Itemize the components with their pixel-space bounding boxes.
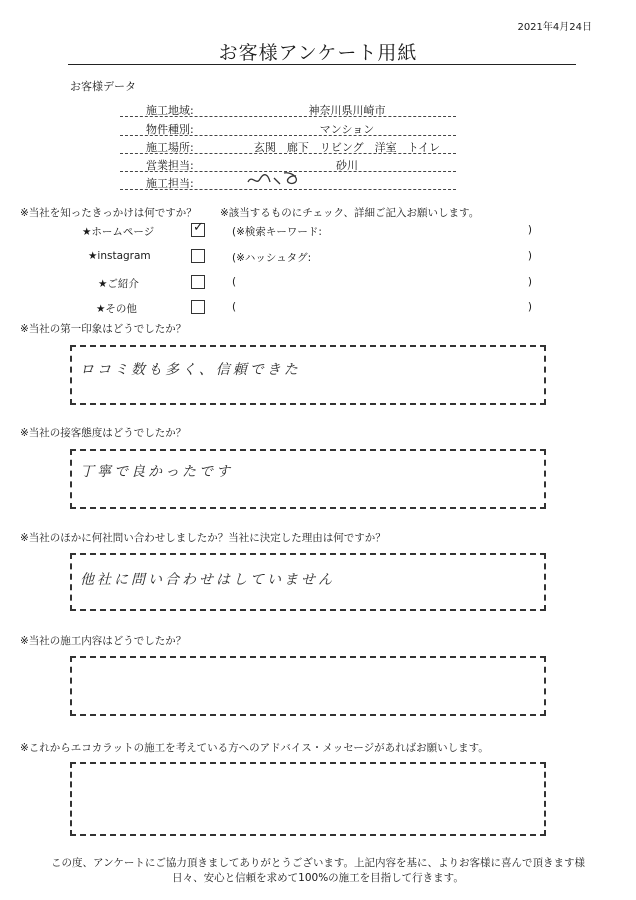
q3-handwritten-answer: 丁寧で良かったです [80,464,233,480]
title-underline [68,64,576,65]
info-label: 施工場所: [146,141,194,154]
q4-question: ※当社のほかに何社問い合わせしましたか？当社に決定した理由は何ですか？ [20,532,386,544]
info-divider [120,153,456,154]
q1-question: ※当社を知ったきっかけは何ですか？ [20,207,197,219]
option-homepage-label: ★ホームページ [82,226,155,238]
checkmark-icon: ✓ [193,220,204,235]
option-homepage-checkbox[interactable] [191,220,205,237]
q3-answer-box[interactable] [70,449,546,509]
q4-handwritten-answer: 他社に問い合わせはしていません [80,572,335,588]
detail-close: ) [527,224,532,236]
option-other-label: ★その他 [96,303,137,315]
info-label: 物件種別: [146,123,194,136]
q2-answer-box[interactable] [70,345,546,405]
info-row-installer [120,174,456,190]
detail-prompt: ( [232,276,237,288]
detail-close: ) [527,301,532,313]
info-label: 施工地域: [146,104,194,117]
info-divider [120,116,456,117]
info-value: 玄関 廊下 リビング 洋室 トイレ [253,141,441,154]
installer-signature-scribble [244,170,308,190]
info-label: 施工担当: [146,177,194,190]
info-divider [120,135,456,136]
option-instagram-label: ★instagram [88,250,151,262]
detail-close: ) [527,250,532,262]
detail-prompt: ( [232,301,237,313]
detail-close: ) [527,276,532,288]
detail-prompt: (※ハッシュタグ: [232,252,312,264]
option-instagram-checkbox[interactable] [191,249,205,263]
q6-question: ※これからエコカラットの施工を考えている方へのアドバイス・メッセージがあればお願いします。 [20,742,489,754]
survey-date: 2021年4月24日 [517,22,592,33]
info-value: マンション [319,123,375,136]
customer-data-label: お客様データ [70,80,136,93]
info-value: 神奈川県川崎市 [308,104,386,117]
info-row-location [120,138,456,154]
q6-answer-box[interactable] [70,762,546,836]
q5-question: ※当社の施工内容はどうでしたか？ [20,635,187,647]
page-title: お客様アンケート用紙 [218,42,418,64]
q3-question: ※当社の接客態度はどうでしたか？ [20,427,187,439]
detail-prompt: (※検索キーワード: [232,226,322,238]
info-value: 砂川 [336,159,358,172]
q5-answer-box[interactable] [70,656,546,716]
info-row-area [120,101,456,117]
footer-message-line1: この度、アンケートにご協力頂きましてありがとうございます。上記内容を基に、よりお客様に喜んで頂きます様 [50,857,586,869]
q4-answer-box[interactable] [70,553,546,611]
info-label: 営業担当: [146,159,194,172]
q2-question: ※当社の第一印象はどうでしたか？ [20,323,187,335]
info-row-property-type [120,120,456,136]
option-other-checkbox[interactable] [191,300,205,314]
option-referral-label: ★ご紹介 [98,278,139,290]
option-referral-checkbox[interactable] [191,275,205,289]
footer-message-line2: 日々、安心と信頼を求めて100%の施工を目指して行きます。 [172,872,464,884]
q1-instruction: ※該当するものにチェック、詳細ご記入お願いします。 [220,207,480,219]
q2-handwritten-answer: ロコミ数も多く、信頼できた [80,362,301,378]
